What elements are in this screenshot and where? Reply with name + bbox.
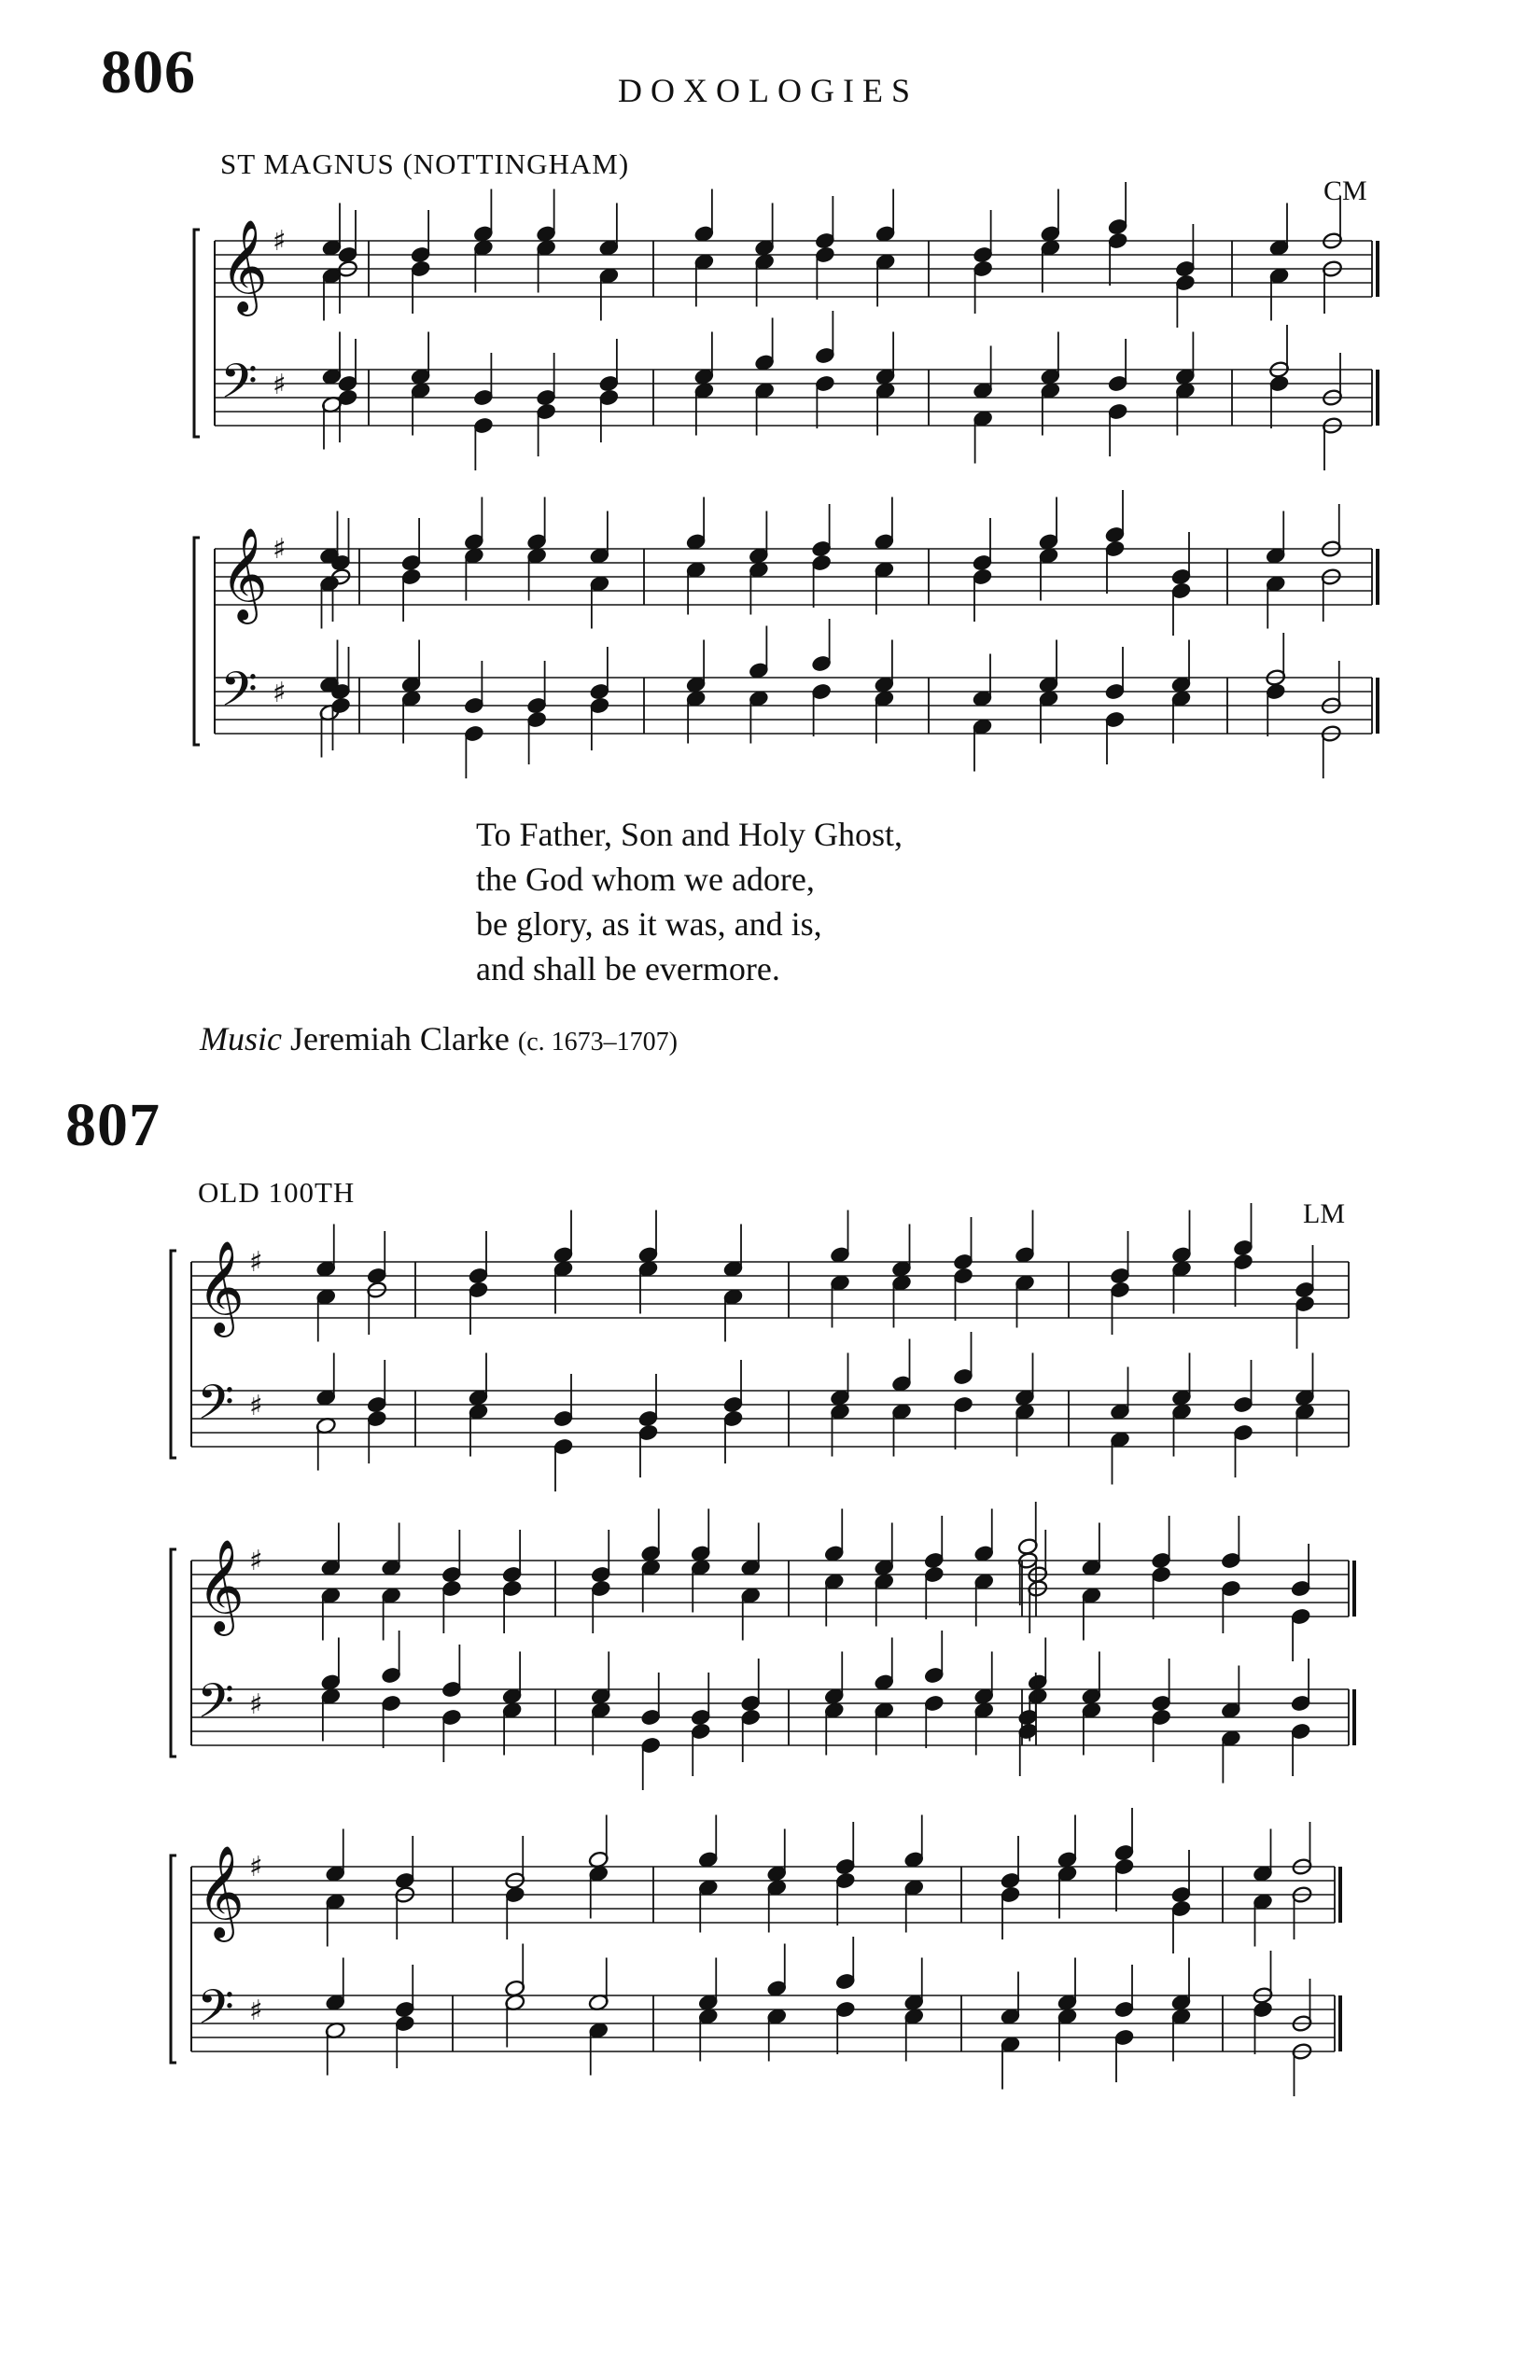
- sharp-icon: ♯: [273, 677, 287, 709]
- sharp-icon: ♯: [273, 533, 287, 566]
- bass-clef-icon: 𝄢: [197, 1979, 234, 2047]
- system-bracket: [194, 538, 200, 745]
- sharp-icon: ♯: [273, 369, 287, 401]
- system-bracket: [171, 1549, 176, 1757]
- section-title: DOXOLOGIES: [618, 72, 918, 109]
- sharp-icon: ♯: [249, 1995, 263, 2027]
- page-number: 806: [101, 38, 196, 106]
- system-bracket: [171, 1251, 176, 1458]
- sharp-icon: ♯: [249, 1688, 263, 1721]
- verse-line: and shall be evermore.: [476, 950, 780, 987]
- system-bracket: [194, 230, 200, 437]
- bass-clef-icon: 𝄢: [197, 1374, 234, 1442]
- doxology-verse: [476, 812, 903, 991]
- treble-clef-icon: 𝄞: [220, 527, 268, 621]
- verse-line: be glory, as it was, and is,: [476, 905, 822, 943]
- music-system-806-2: [0, 511, 1540, 791]
- sharp-icon: ♯: [273, 225, 287, 258]
- meter-807: LM: [1303, 1198, 1345, 1229]
- sharp-icon: ♯: [249, 1545, 263, 1577]
- sharp-icon: ♯: [249, 1246, 263, 1279]
- treble-clef-icon: 𝄞: [197, 1240, 245, 1334]
- tune-name-806: ST MAGNUS (NOTTINGHAM): [220, 147, 630, 180]
- bass-clef-icon: 𝄢: [220, 661, 258, 729]
- composer-dates: (c. 1673–1707): [517, 1028, 678, 1057]
- hymn-number-807: 807: [65, 1091, 161, 1159]
- music-system-807-2: [0, 1523, 1540, 1803]
- verse-line: To Father, Son and Holy Ghost,: [476, 816, 903, 853]
- credit-label: Music: [200, 1020, 282, 1057]
- treble-clef-icon: 𝄞: [197, 1539, 245, 1632]
- verse-line: the God whom we adore,: [476, 861, 815, 898]
- tune-name-807: OLD 100TH: [198, 1176, 356, 1209]
- treble-clef-icon: 𝄞: [197, 1845, 245, 1939]
- music-system-806-1: [0, 203, 1540, 483]
- sharp-icon: ♯: [249, 1851, 263, 1883]
- sharp-icon: ♯: [249, 1390, 263, 1422]
- music-system-807-3: [0, 1829, 1540, 2109]
- bass-clef-icon: 𝄢: [197, 1673, 234, 1741]
- treble-clef-icon: 𝄞: [220, 219, 268, 313]
- meter-806: CM: [1323, 175, 1367, 206]
- composer-name: Jeremiah Clarke: [289, 1020, 510, 1057]
- music-system-807-1: [0, 1225, 1540, 1505]
- system-bracket: [171, 1855, 176, 2063]
- music-credit: [200, 1019, 678, 1058]
- bass-clef-icon: 𝄢: [220, 353, 258, 421]
